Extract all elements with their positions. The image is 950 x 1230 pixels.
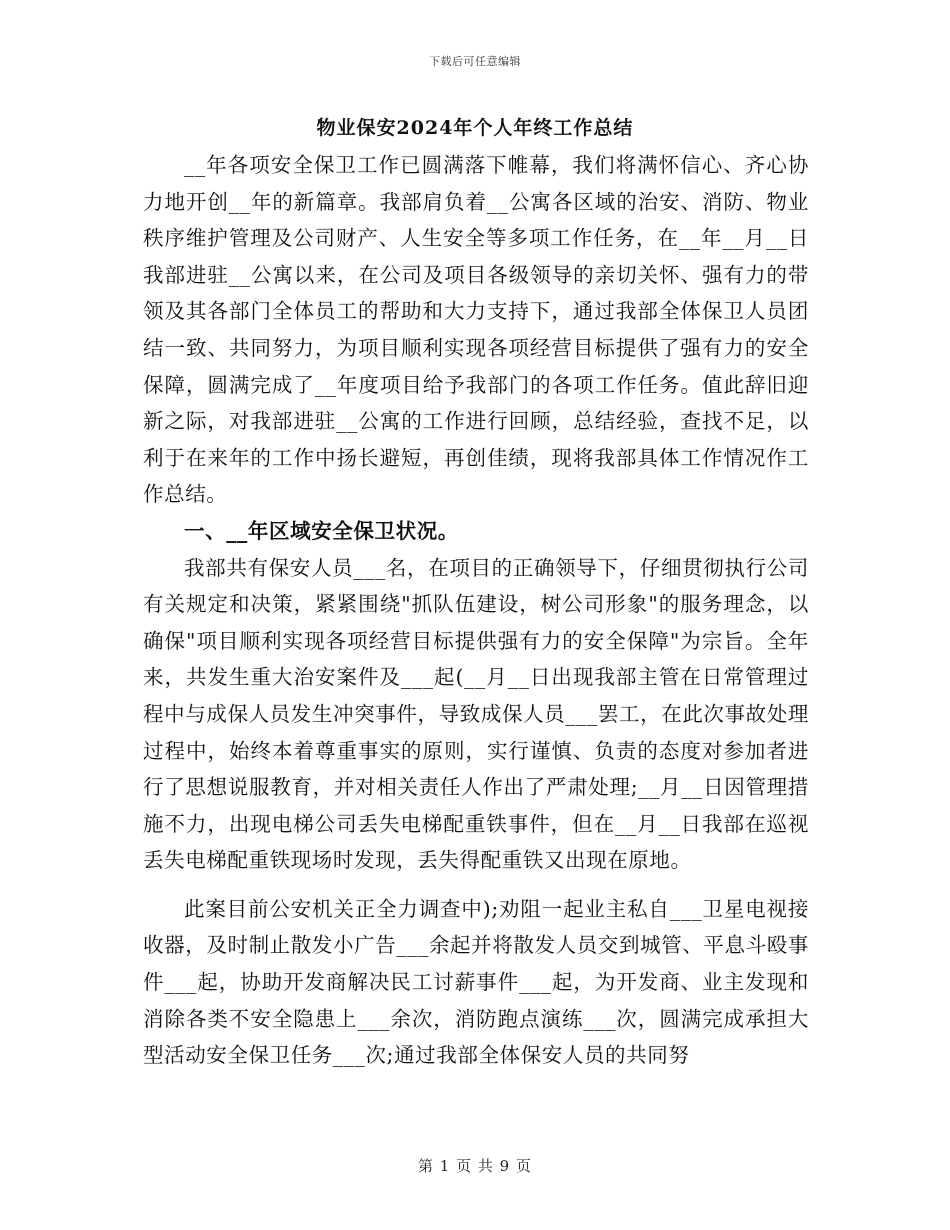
paragraph-intro: __年各项安全保卫工作已圆满落下帷幕，我们将满怀信心、齐心协力地开创__年的新篇章。我部肩负着__公寓各区域的治安、消防、物业秩序维护管理及公司财产、人生安全等多项工作任务，在__年__月__日我部进驻__公寓以来，在公司及项目各级领导的亲切关怀、强有力的带领及其各部门全体员工的帮助和大力支持下，通过我部全体保卫人员团结一致、共同努力，为项目顺利实现各项经营目标提供了强有力的安全保障，圆满完成了__年度项目给予我部门的各项工作任务。值此辞旧迎新之际，对我部进驻__公寓的工作进行回顾，总结经验，查找不足，以利于在来年的工作中扬长避短，再创佳绩，现将我部具体工作情况作工作总结。 xyxy=(143,153,809,507)
paragraph-case-details: 此案目前公安机关正全力调查中);劝阻一起业主私自___卫星电视接收器，及时制止散发小广告___余起并将散发人员交到城管、平息斗殴事件___起，协助开发商解决民工讨薪事件___起，为开发商、业主发现和消除各类不安全隐患上___余次，消防跑点演练___次，圆满完成承担大型活动安全保卫任务___次;通过我部全体保安人员的共同努 xyxy=(143,896,809,1068)
document-title: 物业保安2024年个人年终工作总结 xyxy=(316,117,634,139)
document-body xyxy=(143,147,809,1074)
section-heading-1: 一、__年区域安全保卫状况。 xyxy=(184,518,459,543)
paragraph-security-status: 我部共有保安人员___名，在项目的正确领导下，仔细贯彻执行公司有关规定和决策，紧紧围绕"抓队伍建设，树公司形象"的服务理念，以确保"项目顺利实现各项经营目标提供强有力的安全保障"为宗旨。全年来，共发生重大治安案件及___起(__月__日出现我部主管在日常管理过程中与成保人员发生冲突事件，导致成保人员___罢工，在此次事故处理过程中，始终本着尊重事实的原则，实行谨慎、负责的态度对参加者进行了思想说服教育，并对相关责任人作出了严肃处理;__月__日因管理措施不力，出现电梯公司丢失电梯配重铁事件，但在__月__日我部在巡视丢失电梯配重铁现场时发现，丢失得配重铁又出现在原地。 xyxy=(143,555,809,873)
header-note: 下载后可任意编辑 xyxy=(429,55,521,68)
page-number: 第 1 页 共 9 页 xyxy=(418,1157,532,1175)
